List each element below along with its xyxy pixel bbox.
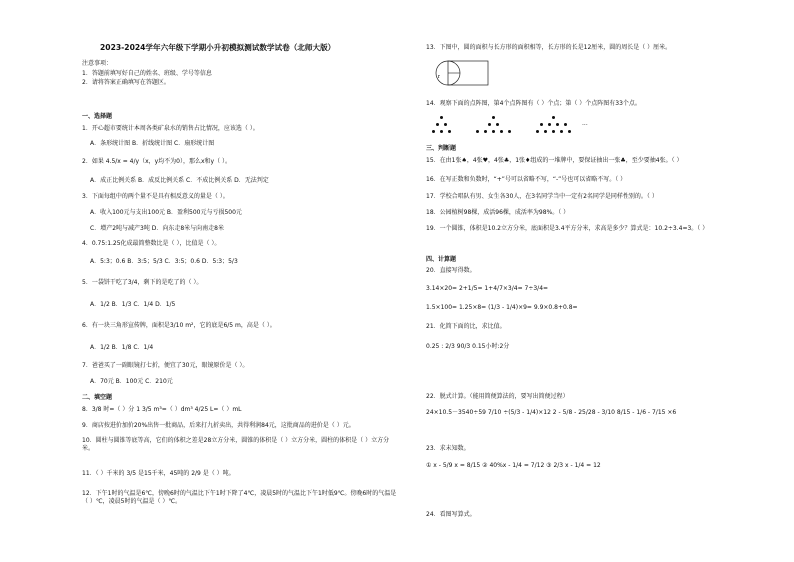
question-line: 16．在写正数和负数时，“+”号可以省略不写，“-”号也可以省略不写。（ ） [426, 176, 627, 183]
question-line: 21．化简下面的比，求比值。 [426, 323, 506, 330]
question-line: 23．求未知数。 [426, 445, 470, 452]
question-line: 18．公园植树98棵，成活96棵，成活率为98%。（ ） [426, 209, 570, 216]
option-line: A．70元 B．100元 C．210元 [90, 378, 173, 385]
question-line: 5．一袋饼干吃了3/4，剩下的是吃了的（ ）。 [82, 279, 203, 286]
question-line: 14．观察下面的点阵图，第4个点阵图有（ ）个点；第（ ）个点阵图有33个点。 [426, 100, 641, 107]
question-line: 4．0.75:1.25化成最简整数比是（ ），比值是（ ）。 [82, 240, 221, 247]
question-line: 9．商店按进价加价20%出售一批商品，后来打九折卖出，共得利润84元，这批商品的进价是（ ）元。 [82, 422, 355, 429]
calc-line: 3.14×20= 2+1/5= 1+4/7×3/4= 7÷3/4= [426, 285, 549, 292]
question-line: 2．如果 4.5/x = 4/y（x，y均不为0），那么x和y（ ）。 [82, 158, 231, 165]
question-line: 11．（ ）千米的 3/5 是15千米，45吨的 2/9 是（ ）吨。 [82, 470, 235, 477]
question-line: 17．学校合唱队有男、女生各30人，在3名同学当中一定有2名同学是同样性别的。（ ） [426, 193, 658, 200]
calc-line: ① x - 5/9 x = 8/15 ② 40%x - 1/4 = 7/12 ③ 2/3 x - 1/4 = 12 [426, 462, 601, 469]
page-title: 2023-2024学年六年级下学期小升初模拟测试数学试卷（北师大版） [100, 43, 336, 52]
section-heading: 二、填空题 [82, 394, 113, 401]
notes-item: 1．答题前填写好自己的姓名、班级、学号等信息 [82, 70, 212, 77]
question-line: 7．爸爸买了一副眼镜打七折，便宜了30元，眼镜原价是（ ）。 [82, 362, 249, 369]
dot-pattern-figure: ··· [432, 114, 602, 136]
question-line: 15．在由1张♠，4张♥，4张♣，1张♦组成的一堆牌中，要保证抽出一张♣，至少要抽4张。（ ） [426, 157, 683, 164]
question-line: 12．下午1时的气温是6℃，傍晚6时的气温比下午1时下降了4℃，凌晨5时的气温比下午1时低9℃。傍晚6时的气温是（ ）℃，凌晨5时的气温是（ ）℃。 [82, 490, 397, 505]
question-line: 22．脱式计算。（能用简便算法的，要写出简便过程） [426, 393, 569, 400]
radius-label: r [438, 74, 440, 80]
question-line: 13．下图中，圆的面积与长方形的面积相等，长方形的长是12厘米，圆的周长是（ ）厘米。 [426, 44, 672, 51]
question-line: 6．有一块三角形宣传牌，面积是3/10 m²，它的底是6/5 m，高是（ ）。 [82, 322, 276, 329]
question-line: 1．开心超市要统计本周各类矿泉水的销售占比情况，应该选（ ）。 [82, 125, 259, 132]
option-line: A．收入100元与支出100元 B．盈利500元与亏损500元 [90, 209, 242, 216]
option-line: A．5:3；0.6 B．3:5；5/3 C．3:5；0.6 D．5:3；5/3 [90, 258, 238, 265]
question-line: 19．一个圆锥，体积是10.2立方分米，底面积是3.4平方分米，求高是多少？算式是：10.2÷3.4=3。（ ） [426, 225, 709, 232]
option-line: A．条形统计图 B．折线统计图 C．扇形统计图 [90, 140, 215, 147]
notes-item: 2．请将答案正确填写在答题区。 [82, 79, 170, 86]
section-heading: 三、判断题 [426, 145, 457, 152]
section-heading: 一、选择题 [82, 113, 113, 120]
calc-line: 24×10.5－3540÷59 7/10 ÷(5/3 - 1/4)×12 2 - 5/8 - 25/28 - 3/10 8/15 - 1/6 - 7/15 ×6 [426, 409, 677, 416]
question-line: 24．看图写算式。 [426, 511, 476, 518]
calc-line: 1.5×100= 1.25×8= (1/3 - 1/4)×9= 9.9×0.8+0.8= [426, 304, 578, 311]
option-line: A．1/2 B．1/8 C．1/4 [90, 344, 154, 351]
question-line: 20．直接写得数。 [426, 267, 476, 274]
question-line: 10．圆柱与圆锥等底等高，它们的体积之差是28立方分米，圆锥的体积是（ ）立方分米，圆柱的体积是（ ）立方分米。 [82, 437, 390, 452]
option-line: C．增产2吨与减产3吨 D．向东走8米与向南走8米 [90, 225, 224, 232]
section-heading: 四、计算题 [426, 256, 457, 263]
option-line: A．1/2 B．1/3 C．1/4 D．1/5 [90, 301, 176, 308]
option-line: A．成正比例关系 B．成反比例关系 C．不成比例关系 D．无法判定 [90, 177, 269, 184]
circle-rectangle-figure [434, 58, 492, 88]
question-line: 8．3/8 时=（ ）分 1 3/5 m³=（ ）dm³ 4/25 L=（ ）mL [82, 406, 242, 413]
question-line: 3．下面每组中的两个量不是具有相反意义的量是（ ）。 [82, 193, 229, 200]
notes-heading: 注意事项： [82, 60, 113, 67]
calc-line: 0.25 : 2/3 90/3 0.15小时:2分 [426, 343, 510, 350]
